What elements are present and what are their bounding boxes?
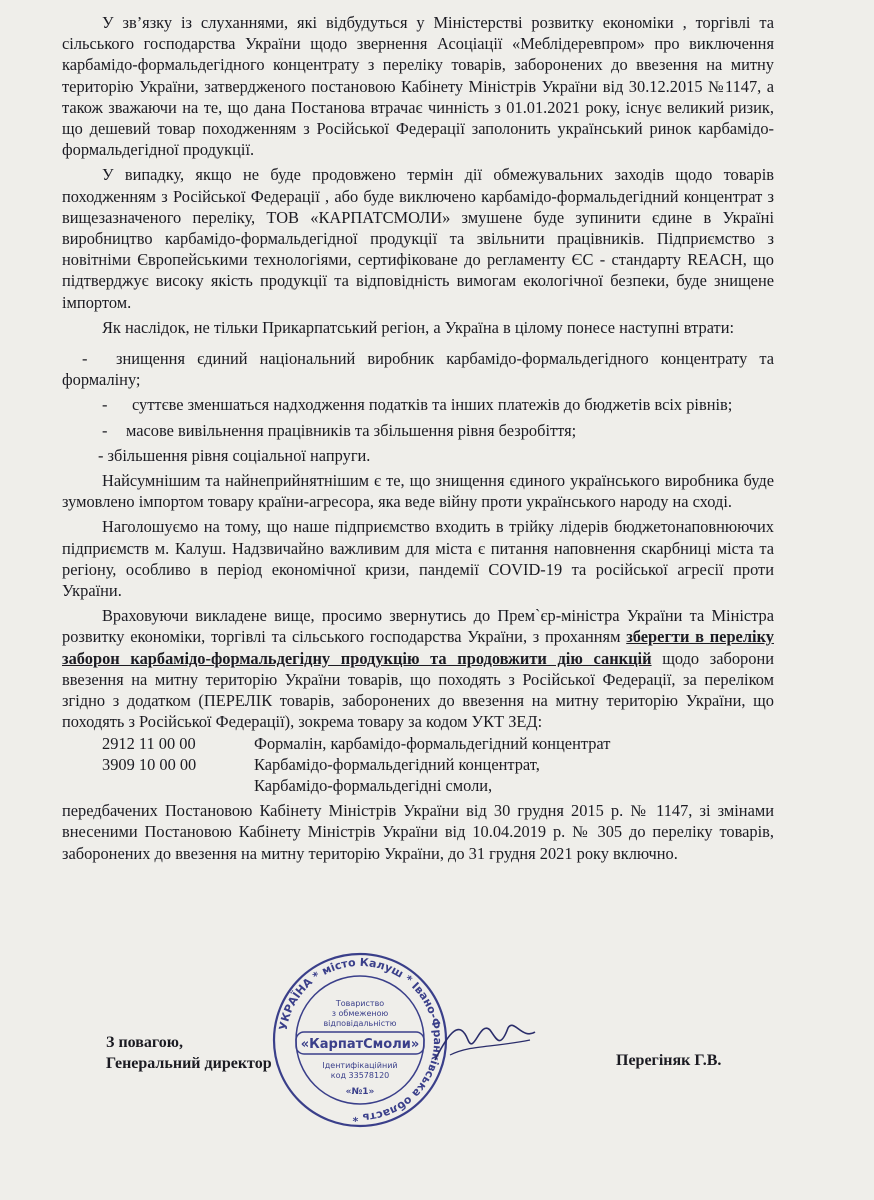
svg-text:«№1»: «№1» bbox=[345, 1087, 375, 1097]
code-row: 2912 11 00 00 Формалін, карбамідо-формальдегідний концентрат bbox=[102, 733, 611, 753]
regards-text: З повагою, bbox=[106, 1034, 183, 1051]
list-item: - суттєве зменшаться надходження податків та інших платежів до бюджетів всіх рівнів; bbox=[62, 394, 774, 415]
paragraph-risk: У випадку, якщо не буде продовжено термін дії обмежувальних заходів щодо товарів походженням з Російської Федерації , або буде виключено карбамідо-формальдегідний концентрат з вищезазначеного переліку, ТОВ «КАРПАТСМОЛИ» змушене буде зупинити єдине в Україні виробництво карбамідо-формальдегідної продукції та звільнити працівників. Підприємство з новітніми Європейськими технологіями, сертифіковане до регламенту ЄС - стандарту REACH, що підтверджує високу якість продукції та відповідність вимогам екологічної безпеки, буде знищене імпортом. bbox=[62, 165, 774, 312]
code-row: 3909 10 00 00 Карбамідо-формальдегідний концентрат, bbox=[102, 754, 540, 774]
svg-text:Ідентифікаційний: Ідентифікаційний bbox=[322, 1061, 398, 1070]
bullet-dash: - bbox=[102, 395, 108, 415]
handwritten-signature bbox=[430, 1010, 540, 1070]
bullet-dash: - bbox=[102, 420, 108, 440]
list-item: - масове вивільнення працівників та збільшення рівня безробіття; bbox=[62, 420, 774, 441]
list-item: - знищення єдиний національний виробник карбамідо-формальдегідного концентрату та формаліну; bbox=[62, 349, 774, 390]
request-highlight: зберегти в переліку заборон карбамідо-формальдегідну продукцію та продовжити дію санкцій bbox=[62, 627, 774, 668]
paragraph-consequences: Як наслідок, не тільки Прикарпатський регіон, а Україна в цілому понесе наступні втрати: bbox=[102, 317, 735, 337]
signer-name: Перегіняк Г.В. bbox=[616, 1052, 722, 1069]
bullet-dash: - bbox=[82, 349, 88, 369]
svg-text:відповідальністю: відповідальністю bbox=[323, 1019, 397, 1028]
signer-position: Генеральний директор bbox=[106, 1055, 272, 1072]
list-item: - збільшення рівня соціальної напруги. bbox=[98, 445, 371, 465]
svg-text:Товариство: Товариство bbox=[335, 999, 385, 1008]
code-row: Карбамідо-формальдегідні смоли, bbox=[254, 775, 493, 795]
svg-text:з обмеженою: з обмеженою bbox=[331, 1009, 389, 1018]
paragraph-budget: Наголошуємо на тому, що наше підприємство входить в трійку лідерів бюджетонаповнюючих підприємств м. Калуш. Надзвичайно важливим для міста є питання наповнення скарбниці міста та регіону, особливо в період економічної кризи, пандемії COVID-19 та російської агресії проти України. bbox=[62, 517, 774, 601]
svg-text:УКРАЇНА * місто Калуш * Івано-: УКРАЇНА * місто Калуш * Івано-Франківська область * bbox=[276, 955, 445, 1125]
paragraph-request: Враховуючи викладене вище, просимо звернутись до Прем`єр-міністра України та Міністра розвитку економіки, торгівлі та сільського господарства України, з проханням зберегти в переліку заборон карбамідо-формальдегідну продукцію та продовжити дію санкцій щодо заборони ввезення на митну територію України товарів, що походять з Російської Федерації, за переліком згідно з додатком (ПЕРЕЛІК товарів, заборонених до ввезення на митну територію України, що походять з Російської Федерації), зокрема товару за кодом УКТ ЗЕД: bbox=[62, 606, 774, 732]
svg-text:«КарпатСмоли»: «КарпатСмоли» bbox=[300, 1037, 420, 1052]
paragraph-regulation: передбачених Постановою Кабінету Міністрів України від 30 грудня 2015 р. № 1147, зі змінами внесеними Постановою Кабінету Міністрів України від 10.04.2019 р. № 305 до переліку товарів, заборонених до ввезення на митну територію України, до 31 грудня 2021 року включно. bbox=[62, 801, 774, 863]
signature-block bbox=[106, 1032, 272, 1074]
paragraph-aggressor: Найсумнішим та найнеприйнятнішим є те, що знищення єдиного українського виробника буде зумовлено імпортом товару країни-агресора, яка веде війну проти українського народу на сході. bbox=[62, 471, 774, 512]
company-stamp bbox=[270, 950, 450, 1130]
paragraph-hearings: У зв’язку із слуханнями, які відбудуться у Міністерстві розвитку економіки , торгівлі та сільського господарства України щодо звернення Асоціації «Меблідеревпром» про виключення карбамідо-формальдегідного концентрату з переліку товарів, заборонених до ввезення на митну територію України, затвердженого постановою Кабінету Міністрів України від 30.12.2015 №1147, а також зважаючи на те, що дана Постанова втрачає чинність з 01.01.2021 року, існує великий ризик, що дешевий товар походженням з Російської Федерації заполонить український ринок карбамідо-формальдегідної продукції. bbox=[62, 13, 774, 160]
code-list bbox=[102, 733, 774, 797]
svg-text:код 33578120: код 33578120 bbox=[330, 1071, 390, 1080]
